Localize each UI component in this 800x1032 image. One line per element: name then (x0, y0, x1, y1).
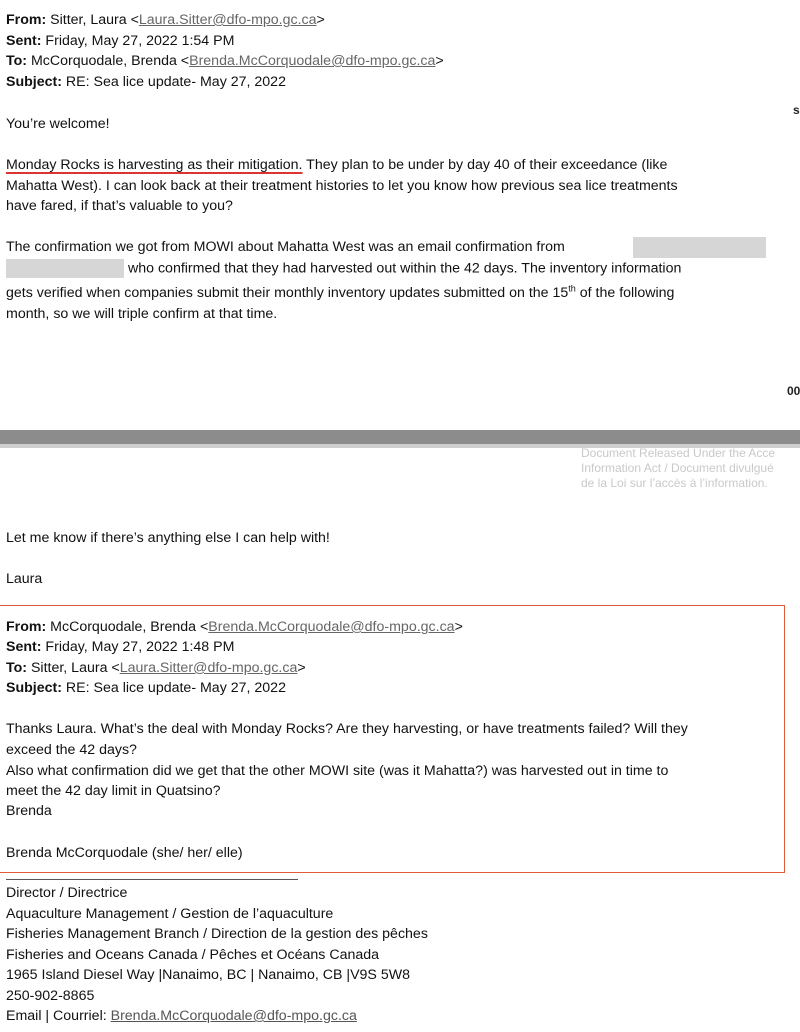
to-email-link[interactable]: Brenda.McCorquodale@dfo-mpo.gc.ca (189, 53, 436, 69)
from-email-link[interactable]: Laura.Sitter@dfo-mpo.gc.ca (138, 12, 317, 28)
highlighted-sentence: Monday Rocks is harvesting as their mitigation. (6, 157, 303, 173)
signature-dept: Fisheries and Oceans Canada / Pêches et Océans Canada (6, 947, 380, 963)
to-close: > (297, 660, 306, 676)
email1-subject-row (6, 73, 286, 92)
subject-value: RE: Sea lice update- May 27, 2022 (65, 680, 286, 696)
email1-paragraph1-line2: Mahatta West). I can look back at their treatment histories to let you know how previous sea lice treatments (6, 178, 678, 194)
subject-value: RE: Sea lice update- May 27, 2022 (65, 74, 286, 90)
redaction-box (6, 259, 124, 278)
p1-rest: They plan to be under by day 40 of their exceedance (like (302, 157, 668, 173)
from-name: McCorquodale, Brenda < (50, 619, 209, 635)
email1-paragraph1-line3: have fared, if that’s valuable to you? (6, 198, 233, 214)
email1-closing: Let me know if there’s anything else I can help with! (6, 530, 330, 546)
to-label: To: (6, 53, 28, 69)
to-name: McCorquodale, Brenda < (30, 53, 190, 69)
email2-body-line5: Brenda (6, 803, 52, 819)
email2-signature-name: Brenda McCorquodale (she/ her/ elle) (6, 845, 243, 861)
edge-fragment: 00 (787, 384, 800, 398)
sent-value: Friday, May 27, 2022 1:48 PM (45, 639, 235, 655)
signature-unit: Aquaculture Management / Gestion de l’aquaculture (6, 906, 334, 922)
page-break-bar (0, 430, 800, 444)
redaction-box (633, 237, 766, 258)
email1-paragraph1-line1 (6, 156, 667, 175)
p2-line3b: of the following (575, 285, 675, 301)
email1-from-row (6, 11, 325, 30)
signature-phone: 250-902-8865 (6, 988, 95, 1004)
signature-address: 1965 Island Diesel Way |Nanaimo, BC | Nanaimo, CB |V9S 5W8 (6, 967, 411, 983)
from-label: From: (6, 12, 47, 28)
from-email-link[interactable]: Brenda.McCorquodale@dfo-mpo.gc.ca (208, 619, 455, 635)
signature-branch: Fisheries Management Branch / Direction de la gestion des pêches (6, 926, 428, 942)
email1-paragraph2-line2 (6, 259, 681, 278)
watermark-line1: Document Released Under the Acce (581, 446, 776, 460)
to-close: > (435, 53, 444, 69)
from-name: Sitter, Laura < (50, 12, 139, 28)
subject-label: Subject: (6, 680, 62, 696)
signature-divider (6, 879, 298, 880)
email2-subject-row (6, 679, 286, 698)
watermark-line3: de la Loi sur l’accès à l’information. (581, 476, 768, 490)
email1-paragraph2-line3 (6, 284, 674, 303)
email2-body-line4: meet the 42 day limit in Quatsino? (6, 783, 221, 799)
email1-to-row (6, 52, 444, 71)
signature-email-link[interactable]: Brenda.McCorquodale@dfo-mpo.gc.ca (110, 1008, 357, 1024)
edge-fragment: s (793, 103, 800, 117)
email2-body-line1: Thanks Laura. What’s the deal with Monday Rocks? Are they harvesting, or have treatments failed? Will they (6, 721, 688, 737)
email1-paragraph2-line1 (6, 238, 565, 257)
ordinal-suffix: th (568, 283, 576, 294)
p2-text: The confirmation we got from MOWI about Mahatta West was an email confirmation from (6, 239, 565, 255)
email2-sent-row (6, 638, 234, 657)
sent-label: Sent: (6, 639, 42, 655)
email-label: Email | Courriel: (6, 1008, 111, 1024)
p2-line3a: gets verified when companies submit their monthly inventory updates submitted on the 15 (6, 285, 569, 301)
to-email-link[interactable]: Laura.Sitter@dfo-mpo.gc.ca (119, 660, 298, 676)
email2-body-line3: Also what confirmation did we get that the other MOWI site (was it Mahatta?) was harvested out in time to (6, 763, 669, 779)
to-name: Sitter, Laura < (30, 660, 120, 676)
email2-body-line2: exceed the 42 days? (6, 742, 137, 758)
sent-value: Friday, May 27, 2022 1:54 PM (45, 33, 235, 49)
email1-paragraph2-line4: month, so we will triple confirm at that time. (6, 306, 278, 322)
email1-greeting: You’re welcome! (6, 116, 110, 132)
from-close: > (454, 619, 463, 635)
to-label: To: (6, 660, 28, 676)
signature-title: Director / Directrice (6, 885, 128, 901)
sent-label: Sent: (6, 33, 42, 49)
email2-to-row (6, 659, 306, 678)
subject-label: Subject: (6, 74, 62, 90)
email1-sent-row (6, 32, 234, 51)
email2-from-row (6, 618, 463, 637)
from-label: From: (6, 619, 47, 635)
signature-email-row (6, 1007, 357, 1026)
email1-signoff: Laura (6, 571, 43, 587)
p2-rest: who confirmed that they had harvested out within the 42 days. The inventory information (128, 260, 682, 277)
watermark-line2: Information Act / Document divulgué (581, 461, 774, 475)
from-close: > (316, 12, 325, 28)
